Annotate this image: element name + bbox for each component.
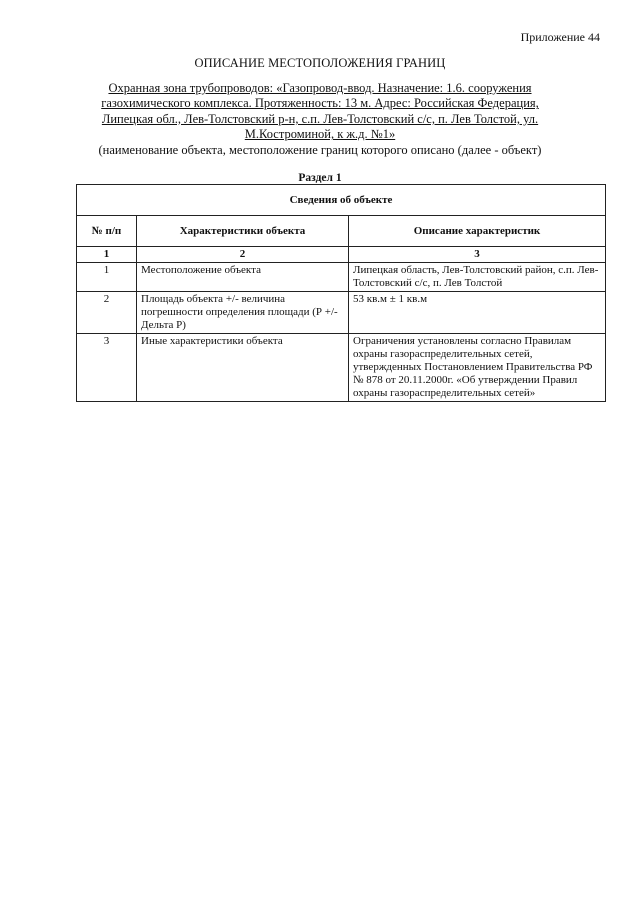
column-number: 1 [77,247,137,263]
column-number: 3 [349,247,606,263]
section-label: Раздел 1 [298,172,342,184]
page-title: ОПИСАНИЕ МЕСТОПОЛОЖЕНИЯ ГРАНИЦ [194,56,446,70]
row-characteristic: Иные характеристики объекта [137,334,349,402]
column-number: 2 [137,247,349,263]
row-num: 1 [77,263,137,292]
table-caption: Сведения об объекте [77,185,606,216]
row-num: 3 [77,334,137,402]
table-header-row [77,216,606,247]
row-num: 2 [77,292,137,334]
row-characteristic: Площадь объекта +/- величина погрешности определения площади (Р +/- Дельта Р) [137,292,349,334]
table-row [77,292,606,334]
row-characteristic: Местоположение объекта [137,263,349,292]
header-description: Описание характеристик [349,216,606,247]
object-description: Охранная зона трубопроводов: «Газопровод-ввод. Назначение: 1.6. сооружения газохимического комплекса. Протяженность: 13 м. Адрес: Российская Федерация, Липецкая обл., Лев-Толстовский р-н, с.п. Лев-Толстовский с/с, п. Лев Толстой, ул. М.Костроминой, к ж.д. №1» [101,81,539,142]
table-column-numbers-row [77,247,606,263]
table-caption-row [77,185,606,216]
row-description: Ограничения установлены согласно Правилам охраны газораспределительных сетей, утвержденных Постановлением Правительства РФ № 878 от 20.11.2000г. «Об утверждении Правил охраны газораспределительных сетей» [349,334,606,402]
row-description: Липецкая область, Лев-Толстовский район, с.п. Лев-Толстовский с/с, п. Лев Толстой [349,263,606,292]
header-num: № п/п [77,216,137,247]
table-row [77,334,606,402]
header-characteristic: Характеристики объекта [137,216,349,247]
row-description: 53 кв.м ± 1 кв.м [349,292,606,334]
object-note: (наименование объекта, местоположение границ которого описано (далее - объект) [98,143,542,157]
table-row [77,263,606,292]
object-info-table [76,184,606,402]
appendix-label: Приложение 44 [520,30,600,44]
